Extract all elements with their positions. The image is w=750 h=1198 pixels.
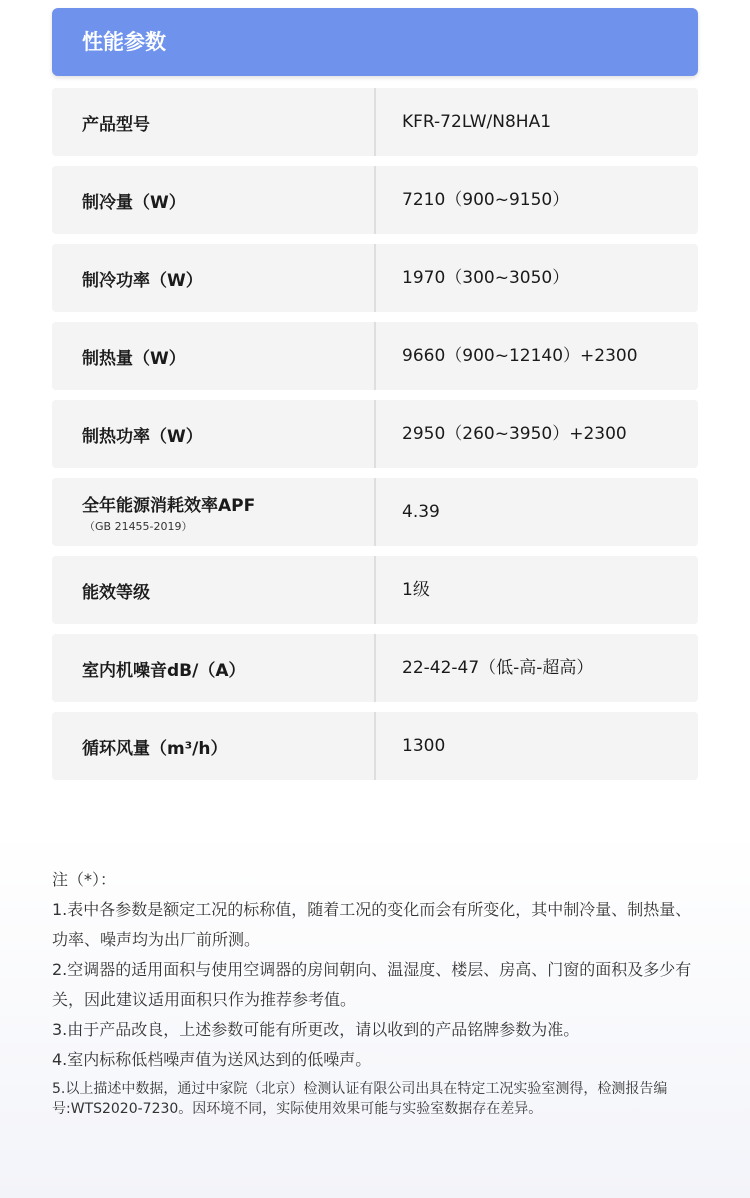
spec-row-cooling-capacity [52, 166, 698, 234]
spec-row-indoor-noise [52, 634, 698, 702]
spec-row-cooling-power [52, 244, 698, 312]
note-item: 5.以上描述中数据，通过中家院（北京）检测认证有限公司出具在特定工况实验室测得，检测报告编号:WTS2020-7230。因环境不同，实际使用效果可能与实验室数据存在差异。 [52, 1081, 668, 1117]
spec-label: 制热量（W） [82, 348, 186, 369]
note-item: 1.表中各参数是额定工况的标称值，随着工况的变化而会有所变化，其中制冷量、制热量、功率、噪声均为出厂前所测。 [52, 900, 692, 949]
column-divider [374, 478, 376, 546]
column-divider [374, 166, 376, 234]
spec-row-heating-capacity [52, 322, 698, 390]
spec-sublabel: （GB 21455-2019） [84, 519, 193, 533]
spec-label: 全年能源消耗效率APF （GB 21455-2019） [52, 478, 374, 546]
spec-row-model [52, 88, 698, 156]
spec-row-airflow [52, 712, 698, 780]
spec-value: KFR-72LW/N8HA1 [402, 112, 552, 132]
column-divider [374, 244, 376, 312]
spec-value: 1970（300~3050） [402, 268, 570, 288]
spec-row-apf [52, 478, 698, 546]
spec-label: 制热功率（W） [82, 426, 203, 447]
spec-value: 2950（260~3950）+2300 [402, 424, 627, 444]
note-item: 2.空调器的适用面积与使用空调器的房间朝向、温湿度、楼层、房高、门窗的面积及多少有关，因此建议适用面积只作为推荐参考值。 [52, 960, 692, 1009]
spec-label: 循环风量（m³/h） [82, 738, 228, 759]
column-divider [374, 322, 376, 390]
note-item: 3.由于产品改良，上述参数可能有所更改，请以收到的产品铭牌参数为准。 [52, 1020, 580, 1039]
spec-value: 22-42-47（低-高-超高） [402, 658, 594, 678]
spec-row-heating-power [52, 400, 698, 468]
note-item: 4.室内标称低档噪声值为送风达到的低噪声。 [52, 1050, 372, 1069]
spec-value: 1级 [402, 580, 430, 600]
column-divider [374, 88, 376, 156]
spec-value: 1300 [402, 736, 446, 756]
column-divider [374, 556, 376, 624]
spec-table [52, 88, 698, 790]
column-divider [374, 400, 376, 468]
spec-label: 产品型号 [82, 114, 150, 135]
notes-section [52, 865, 698, 1119]
spec-value: 9660（900~12140）+2300 [402, 346, 638, 366]
section-title: 性能参数 [82, 30, 166, 54]
spec-row-energy-grade [52, 556, 698, 624]
notes-title: 注（*）： [52, 870, 117, 889]
column-divider [374, 634, 376, 702]
spec-label: 能效等级 [82, 582, 150, 603]
spec-label: 制冷量（W） [82, 192, 186, 213]
column-divider [374, 712, 376, 780]
spec-label: 室内机噪音dB/（A） [82, 660, 246, 681]
spec-value: 4.39 [402, 502, 440, 522]
spec-value: 7210（900~9150） [402, 190, 570, 210]
spec-label: 制冷功率（W） [82, 270, 203, 291]
section-header [52, 8, 698, 76]
